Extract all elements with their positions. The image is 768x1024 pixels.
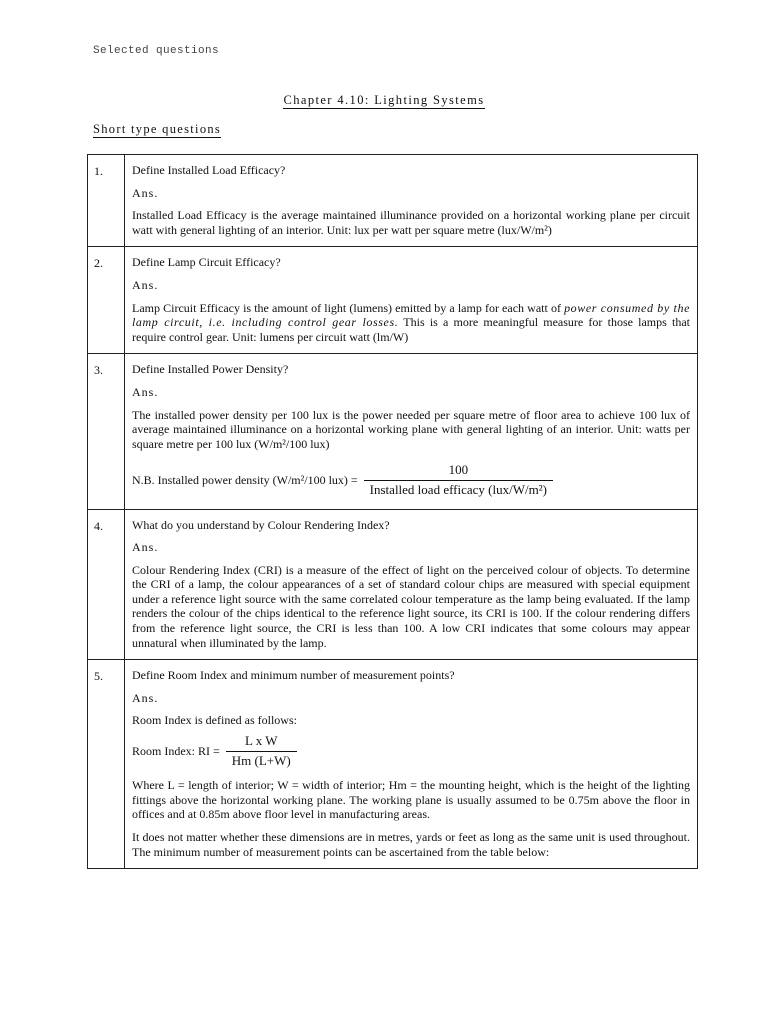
question-number: 1. xyxy=(88,155,125,247)
answer-text: Installed Load Efficacy is the average maintained illuminance provided on a horizontal working plane per circuit watt with general lighting of an interior. Unit: lux per watt per square metre (lux/W/m²) xyxy=(132,208,690,237)
answer-text: It does not matter whether these dimensions are in metres, yards or feet as long as the same unit is used throughout. The minimum number of measurement points can be ascertained from the table below: xyxy=(132,830,690,859)
question-text: Define Installed Power Density? xyxy=(132,362,289,377)
question-text: Define Installed Load Efficacy? xyxy=(132,163,286,177)
formula-fraction xyxy=(364,463,553,497)
power-density-formula xyxy=(132,463,690,497)
questions-table xyxy=(87,154,698,869)
section-title-wrap xyxy=(93,122,221,137)
formula-numerator: 100 xyxy=(448,462,469,478)
section-title: Short type questions xyxy=(93,122,222,136)
formula-denominator: Hm (L+W) xyxy=(226,751,297,769)
question-row-1 xyxy=(88,155,698,247)
header-note: Selected questions xyxy=(93,45,220,57)
answer-text xyxy=(132,301,690,345)
formula-denominator: Installed load efficacy (lux/W/m²) xyxy=(364,480,553,498)
answer-text-pre: Lamp Circuit Efficacy is the amount of light (lumens) emitted by a lamp for each watt of xyxy=(132,300,565,315)
formula-fraction xyxy=(226,734,297,768)
question-row-5 xyxy=(88,660,698,869)
question-number: 5. xyxy=(88,660,125,869)
answer-label: Ans. xyxy=(132,540,159,555)
answer-label: Ans. xyxy=(132,277,159,292)
question-number: 2. xyxy=(88,247,125,354)
question-row-3 xyxy=(88,354,698,509)
question-number: 4. xyxy=(88,509,125,660)
question-text: Define Lamp Circuit Efficacy? xyxy=(132,255,281,270)
formula-label: N.B. Installed power density (W/m²/100 lux) = xyxy=(132,473,358,488)
question-text: Define Room Index and minimum number of measurement points? xyxy=(132,668,455,683)
chapter-title: Chapter 4.10: Lighting Systems xyxy=(283,93,485,107)
question-body xyxy=(125,354,698,509)
chapter-title-wrap xyxy=(0,93,768,108)
question-body xyxy=(125,660,698,869)
question-text: What do you understand by Colour Rendering Index? xyxy=(132,517,390,532)
question-row-4 xyxy=(88,509,698,660)
question-number: 3. xyxy=(88,354,125,509)
question-body xyxy=(125,155,698,247)
question-body xyxy=(125,509,698,660)
answer-text: Where L = length of interior; W = width of interior; Hm = the mounting height, which is the height of the lighting fittings above the horizontal working plane. The working plane is usually assumed to be 0.75m above the floor in offices and at 0.85m above floor level in manufacturing areas. xyxy=(132,778,690,822)
formula-numerator: L x W xyxy=(244,733,278,749)
question-row-2 xyxy=(88,247,698,354)
answer-text: Colour Rendering Index (CRI) is a measure of the effect of light on the perceived colour of objects. To determine the CRI of a lamp, the colour appearances of a set of standard colour chips are measured with special equipment under a reference light source with the same correlated colour temperature as the lamp being evaluated. If the lamp renders the colour of the chips identical to the reference light source, its CRI is 100. If the colour rendering differs from the reference light source, the CRI is less than 100. A low CRI indicates that some colours may appear unnatural when illuminated by the lamp. xyxy=(132,562,690,650)
answer-text-post: This is a more meaningful measure for those lamps that require control gear. Unit: lumens per circuit watt (lm/W) xyxy=(132,315,690,344)
answer-text-italic: power consumed by the lamp circuit, i.e. including control gear losses. xyxy=(132,300,691,330)
answer-text: Room Index is defined as follows: xyxy=(132,713,297,728)
formula-label: Room Index: RI = xyxy=(132,743,220,758)
answer-label: Ans. xyxy=(132,384,159,399)
answer-label: Ans. xyxy=(132,185,159,200)
answer-label: Ans. xyxy=(132,690,159,705)
room-index-formula xyxy=(132,734,690,768)
question-body xyxy=(125,247,698,354)
answer-text: The installed power density per 100 lux is the power needed per square metre of floor area to achieve 100 lux of average maintained illuminance on a horizontal working plane with general lighting of an interior. Unit: watts per square metre per 100 lux (W/m²/100 lux) xyxy=(132,407,690,451)
